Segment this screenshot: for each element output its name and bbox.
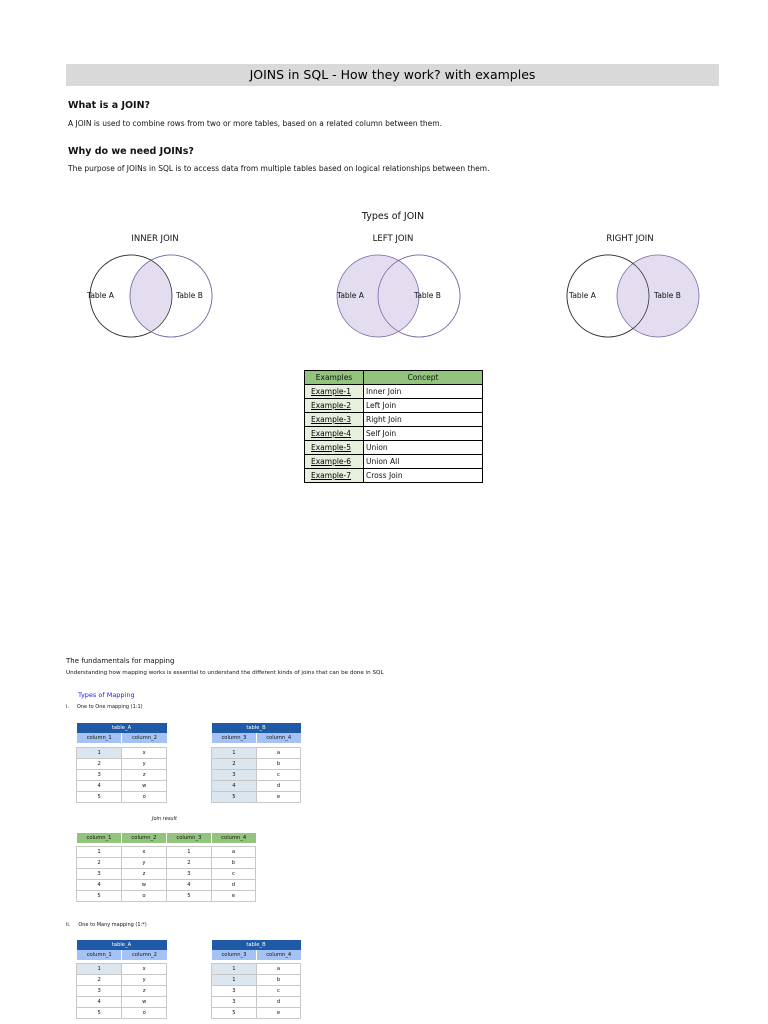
cell: 4 <box>77 880 122 891</box>
cell: a <box>211 847 255 858</box>
concept-cell: Union <box>364 441 483 455</box>
cell: 3 <box>77 986 122 997</box>
mapping-heading: The fundamentals for mapping <box>66 657 175 665</box>
example-link[interactable]: Example-7 <box>305 469 364 483</box>
examples-header-row <box>305 371 483 385</box>
one-to-one-table-b <box>211 723 301 803</box>
cell: b <box>256 975 300 986</box>
cell: c <box>211 869 255 880</box>
cell: e <box>256 1008 300 1019</box>
column-header: column_1 <box>77 733 122 743</box>
table-name: table_A <box>77 940 167 950</box>
table-row <box>212 986 301 997</box>
cell: 3 <box>212 770 257 781</box>
examples-header: Examples <box>305 371 364 385</box>
table-row <box>77 880 256 891</box>
what-text: A JOIN is used to combine rows from two or more tables, based on a related column between them. <box>68 119 442 128</box>
table-row <box>305 441 483 455</box>
cell: o <box>122 1008 167 1019</box>
cell: d <box>211 880 255 891</box>
cell: 4 <box>212 781 257 792</box>
cell: 5 <box>166 891 211 902</box>
join-result-label: Join result <box>152 816 177 822</box>
table-row <box>77 869 256 880</box>
cell: z <box>122 986 167 997</box>
one-to-one-label: i. One to One mapping (1:1) <box>66 704 143 710</box>
column-header: column_4 <box>256 950 300 960</box>
cell: 4 <box>166 880 211 891</box>
types-of-mapping-label: Types of Mapping <box>78 691 135 699</box>
cell: o <box>121 891 166 902</box>
title-bar <box>66 64 719 86</box>
concept-cell: Left Join <box>364 399 483 413</box>
table-row <box>77 975 167 986</box>
column-header: column_2 <box>122 733 167 743</box>
left-join-title: LEFT JOIN <box>372 234 414 244</box>
cell: 1 <box>77 847 122 858</box>
table-name: table_A <box>77 723 167 733</box>
column-header: column_3 <box>212 733 257 743</box>
cell: 3 <box>77 770 122 781</box>
cell: a <box>256 748 300 759</box>
column-header: column_1 <box>77 833 122 843</box>
types-heading: Types of JOIN <box>361 211 425 222</box>
example-link[interactable]: Example-6 <box>305 455 364 469</box>
cell: e <box>211 891 255 902</box>
why-heading: Why do we need JOINs? <box>68 146 194 157</box>
inner-label-a: Table A <box>87 291 114 300</box>
one-to-many-table-b <box>211 940 301 1019</box>
cell: 1 <box>77 964 122 975</box>
cell: x <box>121 847 166 858</box>
inner-label-b: Table B <box>176 291 203 300</box>
cell: 2 <box>212 759 257 770</box>
cell: 5 <box>212 1008 257 1019</box>
cell: c <box>256 770 300 781</box>
concept-cell: Right Join <box>364 413 483 427</box>
cell: a <box>256 964 300 975</box>
column-header: column_2 <box>122 950 167 960</box>
join-result-table <box>76 833 256 902</box>
cell: y <box>122 759 167 770</box>
column-header: column_2 <box>121 833 166 843</box>
cell: 3 <box>212 986 257 997</box>
table-row <box>305 455 483 469</box>
table-row <box>212 781 301 792</box>
cell: 1 <box>212 975 257 986</box>
concept-header: Concept <box>364 371 483 385</box>
left-label-b: Table B <box>414 291 441 300</box>
cell: 3 <box>166 869 211 880</box>
cell: z <box>121 869 166 880</box>
table-row <box>77 770 167 781</box>
table-row <box>212 997 301 1008</box>
types-heading-wrap <box>0 204 768 223</box>
cell: 2 <box>77 759 122 770</box>
table-name: table_B <box>212 940 301 950</box>
example-link[interactable]: Example-1 <box>305 385 364 399</box>
cell: 5 <box>212 792 257 803</box>
cell: y <box>122 975 167 986</box>
cell: w <box>122 997 167 1008</box>
table-row <box>77 759 167 770</box>
left-label-a: Table A <box>337 291 364 300</box>
concept-cell: Cross Join <box>364 469 483 483</box>
column-header: column_1 <box>77 950 122 960</box>
table-row <box>77 997 167 1008</box>
table-row <box>305 385 483 399</box>
cell: w <box>121 880 166 891</box>
table-row <box>77 792 167 803</box>
examples-table <box>304 370 483 483</box>
one-to-one-table-a <box>76 723 167 803</box>
one-to-many-table-a <box>76 940 167 1019</box>
example-link[interactable]: Example-4 <box>305 427 364 441</box>
table-row <box>212 964 301 975</box>
table-row <box>77 1008 167 1019</box>
table-row <box>305 427 483 441</box>
mapping-text: Understanding how mapping works is essential to understand the different kinds of joins that can be done in SQL <box>66 670 384 676</box>
table-row <box>77 964 167 975</box>
concept-cell: Inner Join <box>364 385 483 399</box>
inner-join-title: INNER JOIN <box>131 234 179 244</box>
right-join-title: RIGHT JOIN <box>606 234 654 244</box>
cell: w <box>122 781 167 792</box>
cell: 1 <box>166 847 211 858</box>
cell: d <box>256 781 300 792</box>
column-header: column_4 <box>256 733 300 743</box>
table-row <box>305 469 483 483</box>
cell: c <box>256 986 300 997</box>
cell: 5 <box>77 1008 122 1019</box>
table-row <box>77 781 167 792</box>
page-title: JOINS in SQL - How they work? with examples <box>249 67 536 82</box>
what-heading: What is a JOIN? <box>68 100 151 111</box>
cell: z <box>122 770 167 781</box>
cell: d <box>256 997 300 1008</box>
cell: 3 <box>212 997 257 1008</box>
cell: 1 <box>77 748 122 759</box>
cell: 4 <box>77 997 122 1008</box>
table-row <box>212 1008 301 1019</box>
cell: 2 <box>77 975 122 986</box>
concept-cell: Self Join <box>364 427 483 441</box>
table-row <box>77 858 256 869</box>
table-name: table_B <box>212 723 301 733</box>
cell: 4 <box>77 781 122 792</box>
venn-diagrams <box>0 248 768 344</box>
table-row <box>77 748 167 759</box>
table-row <box>212 975 301 986</box>
column-header: column_3 <box>212 950 257 960</box>
cell: e <box>256 792 300 803</box>
table-row <box>305 399 483 413</box>
table-row <box>212 748 301 759</box>
table-row <box>212 792 301 803</box>
table-row <box>212 770 301 781</box>
why-text: The purpose of JOINs in SQL is to access data from multiple tables based on logical relationships between them. <box>68 164 490 173</box>
cell: 3 <box>77 869 122 880</box>
cell: 1 <box>212 964 257 975</box>
cell: b <box>211 858 255 869</box>
example-link[interactable]: Example-5 <box>305 441 364 455</box>
right-label-b: Table B <box>654 291 681 300</box>
example-link[interactable]: Example-3 <box>305 413 364 427</box>
cell: b <box>256 759 300 770</box>
concept-cell: Union All <box>364 455 483 469</box>
table-row <box>77 847 256 858</box>
cell: x <box>122 964 167 975</box>
cell: 2 <box>166 858 211 869</box>
table-row <box>212 759 301 770</box>
one-to-many-label: ii. One to Many mapping (1:*) <box>66 922 147 928</box>
cell: 2 <box>77 858 122 869</box>
column-header: column_3 <box>166 833 211 843</box>
example-link[interactable]: Example-2 <box>305 399 364 413</box>
cell: x <box>122 748 167 759</box>
right-label-a: Table A <box>569 291 596 300</box>
cell: 5 <box>77 792 122 803</box>
cell: 5 <box>77 891 122 902</box>
table-row <box>77 986 167 997</box>
table-row <box>77 891 256 902</box>
cell: 1 <box>212 748 257 759</box>
cell: y <box>121 858 166 869</box>
column-header: column_4 <box>211 833 255 843</box>
table-row <box>305 413 483 427</box>
cell: o <box>122 792 167 803</box>
